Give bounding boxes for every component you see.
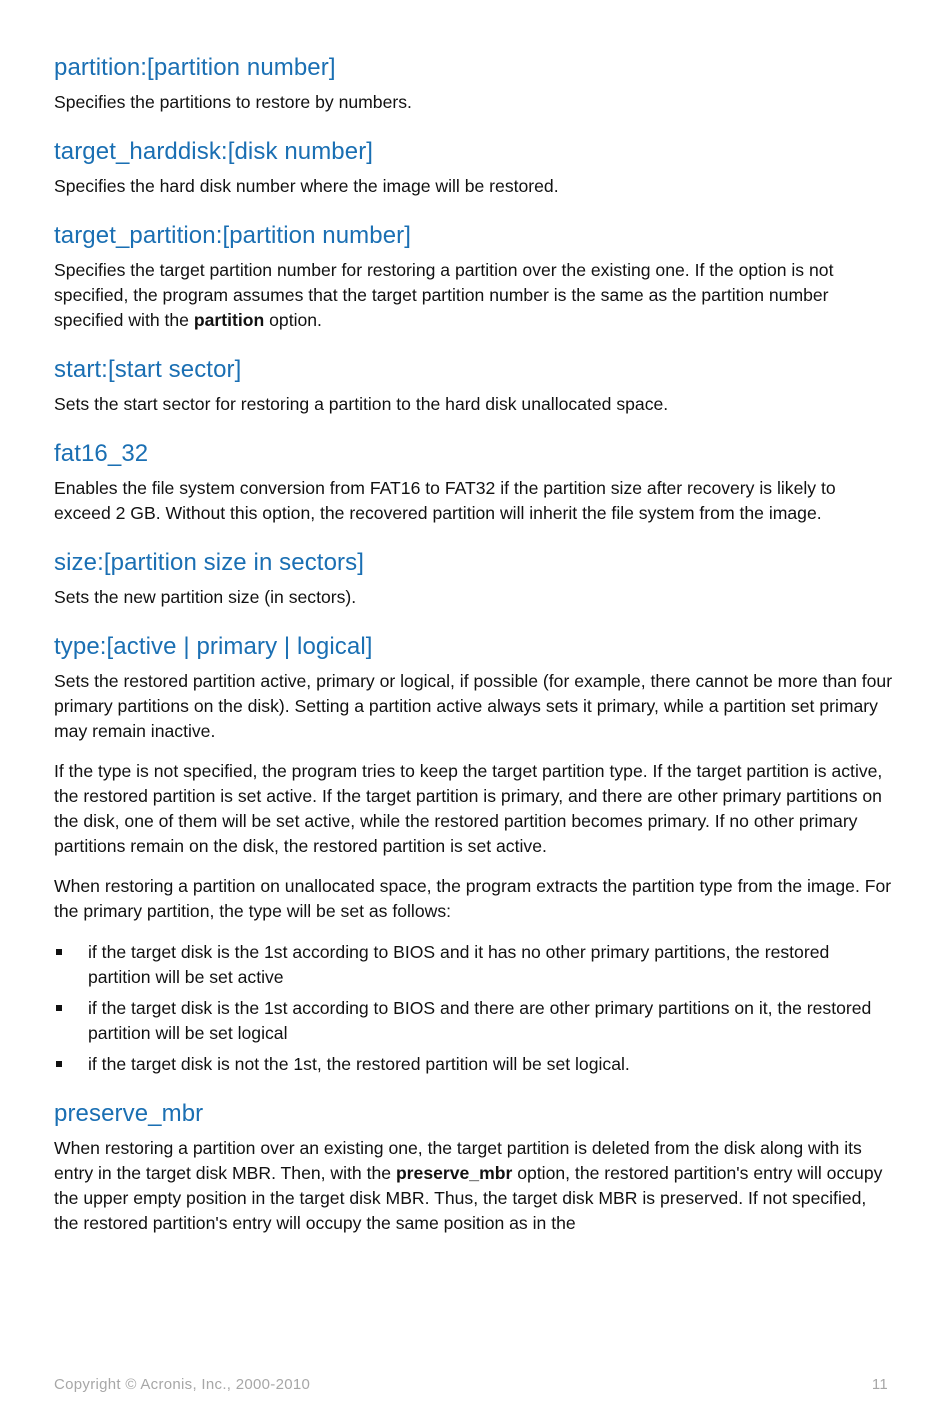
body-text: When restoring a partition over an existing one, the target partition is deleted from the disk along with its entry in the target disk MBR. Then, with the — [54, 1138, 862, 1183]
list-item-text: if the target disk is not the 1st, the restored partition will be set logical. — [88, 1054, 630, 1074]
page-footer — [54, 1376, 888, 1393]
section-body — [54, 1136, 894, 1236]
option-name: preserve_mbr — [395, 1163, 513, 1183]
section-body: Sets the restored partition active, primary or logical, if possible (for example, there cannot be more than four primary partitions on the disk). Setting a partition active always sets it primary, while a partition set primary may remain inactive. — [54, 671, 893, 741]
square-bullet-icon — [56, 1005, 62, 1011]
body-text: Specifies the target partition number for restoring a partition over the existing one. If the option is not specified, the program assumes that the target partition number is the same as the partition number specified with the — [54, 260, 834, 330]
section-body: Sets the new partition size (in sectors). — [54, 587, 357, 607]
section-body: Sets the start sector for restoring a partition to the hard disk unallocated space. — [54, 394, 669, 414]
copyright-text: Copyright © Acronis, Inc., 2000-2010 — [54, 1376, 311, 1393]
section-heading: partition:[partition number] — [54, 54, 336, 81]
list-item — [54, 1052, 894, 1077]
list-item — [54, 996, 894, 1046]
section-partition — [54, 52, 894, 115]
section-heading: type:[active | primary | logical] — [54, 633, 373, 660]
section-target-harddisk — [54, 136, 894, 199]
body-text: option. — [264, 310, 322, 330]
body-text: option, the restored partition's entry will occupy the upper empty position in the target disk MBR. Thus, the target disk MBR is preserved. If not specified, the restored partition's entry will occupy the same position as in the — [54, 1163, 883, 1233]
square-bullet-icon — [56, 1061, 62, 1067]
section-heading: fat16_32 — [54, 440, 149, 467]
section-preserve-mbr — [54, 1098, 894, 1236]
section-fat16-32 — [54, 438, 894, 526]
page-number: 11 — [871, 1376, 888, 1393]
section-body: Specifies the partitions to restore by numbers. — [54, 92, 412, 112]
section-heading: target_harddisk:[disk number] — [54, 138, 374, 165]
section-size — [54, 547, 894, 610]
section-start — [54, 354, 894, 417]
section-type — [54, 631, 894, 1077]
list-item-text: if the target disk is the 1st according to BIOS and there are other primary partitions on it, the restored partition will be set logical — [88, 998, 872, 1043]
section-body: If the type is not specified, the program tries to keep the target partition type. If the target partition is active, the restored partition is set active. If the target partition is primary, and there are other primary partitions on the disk, one of them will be set active, while the restored partition becomes primary. If no other primary partitions remain on the disk, the restored partition is set active. — [54, 761, 883, 856]
list-item — [54, 940, 894, 990]
section-body — [54, 258, 894, 333]
section-heading: start:[start sector] — [54, 356, 242, 383]
list-item-text: if the target disk is the 1st according to BIOS and it has no other primary partitions, the restored partition will be set active — [88, 942, 830, 987]
section-target-partition — [54, 220, 894, 333]
section-body: When restoring a partition on unallocated space, the program extracts the partition type from the image. For the primary partition, the type will be set as follows: — [54, 876, 892, 921]
bullet-list — [54, 940, 894, 1077]
square-bullet-icon — [56, 949, 62, 955]
option-name: partition — [193, 310, 265, 330]
section-heading: preserve_mbr — [54, 1100, 204, 1127]
section-heading: size:[partition size in sectors] — [54, 549, 364, 576]
document-page — [54, 52, 894, 1251]
section-body: Specifies the hard disk number where the image will be restored. — [54, 176, 559, 196]
section-heading: target_partition:[partition number] — [54, 222, 412, 249]
section-body: Enables the file system conversion from FAT16 to FAT32 if the partition size after recovery is likely to exceed 2 GB. Without this option, the recovered partition will inherit the file system from the image. — [54, 478, 836, 523]
